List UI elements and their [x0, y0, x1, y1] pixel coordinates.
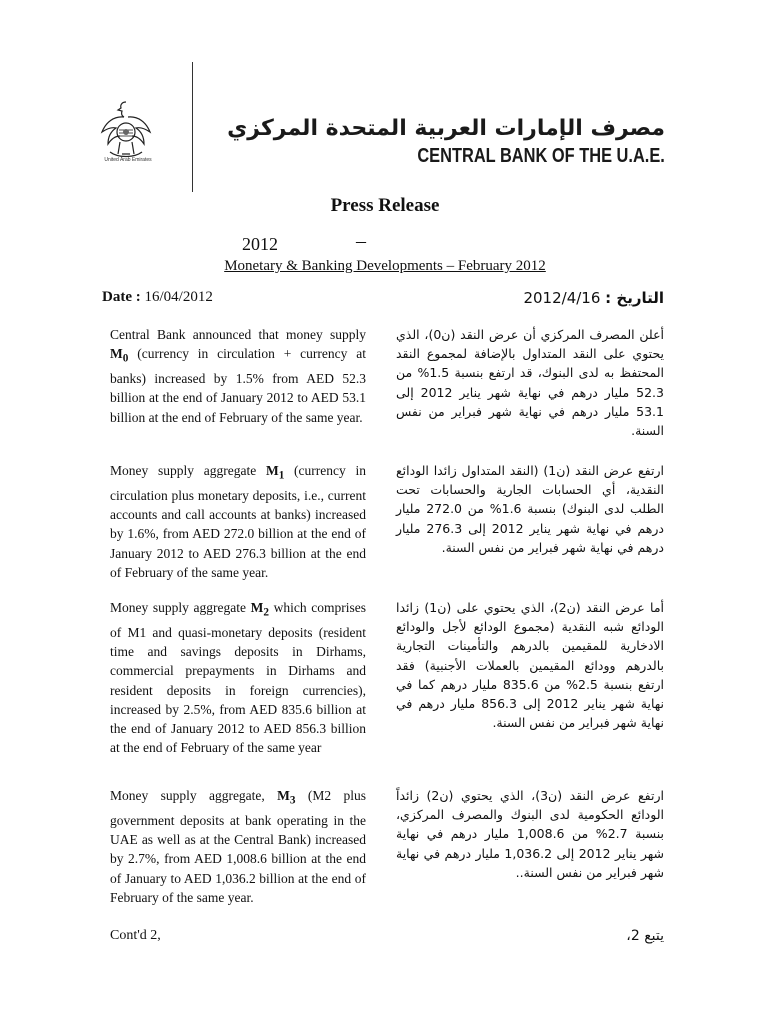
paragraph-m2-arabic: أما عرض النقد (ن2)، الذي يحتوي على (ن1) زائدا الودائع شبه النقدية (مجموع الودائع لأجل والودائع الادخارية للمقيمين بالدرهم والتأمينات التجارية بالدرهم وودائع المقيمين بالعملات الأجنبية) فقد ارتفع بنسبة 2.5% من 835.6 مليار درهم كما في نهاية شهر يناير 2012 إلى 856.3 مليار درهم في نهاية شهر فبراير من نفس السنة. [396, 600, 665, 731]
paragraph-m1-english: Money supply aggregate $M_1$ (currency in circulation plus monetary deposits, i.e., current accounts and call accounts at banks) increased by 1.6%, from AED 272.0 billion at the end of January 2012 to AED 276.3 billion at the end of February of the same year. [110, 463, 367, 580]
continued-note-arabic: يتبع 2، [626, 928, 664, 944]
date-value-arabic: 2012/4/16 [523, 289, 601, 307]
continued-note: Cont'd 2, [110, 928, 161, 943]
paragraph-m0-arabic: أعلن المصرف المركزي أن عرض النقد (ن0)، الذي يحتوي على النقد المتداول بالإضافة لمجموع النقد المحتفظ به لدى البنوك، قد ارتفع بنسبة 1.5% من 52.3 مليار درهم في نهاية شهر يناير 2012 إلى 53.1 مليار درهم في نهاية شهر فبراير من نفس السنة. [396, 327, 665, 439]
subtitle: Monetary & Banking Developments – February 2012 [224, 258, 546, 274]
date-arabic [523, 289, 664, 307]
uae-emblem-icon [96, 96, 156, 166]
bank-name-english: CENTRAL BANK OF THE U.A.E. [417, 145, 665, 167]
paragraph-m2-english: Money supply aggregate $M_2$ which comprises of M1 and quasi-monetary deposits (resident time and savings deposits in Dirhams, commercial prepayments in Dirhams and resident deposits in foreign currencies), increased by 2.5%, from AED 835.6 billion at the end of January 2012 to AED 856.3 billion at the end of February of the same year [110, 600, 366, 756]
date-label: Date : [102, 289, 141, 305]
date-label-arabic: التاريخ : [605, 289, 664, 307]
paragraph-m0-english: Central Bank announced that money supply $M_0$ (currency in circulation + currency at banks) increased by 1.5% from AED 52.3 billion at the end of January 2012 to AED 53.1 billion at the end of February of the same year. [110, 327, 366, 425]
emblem-caption: United Arab Emirates [104, 157, 152, 163]
title-dash: – [356, 230, 366, 252]
header-divider [192, 62, 193, 192]
date-value: 16/04/2012 [144, 289, 213, 305]
paragraph-m3-english: Money supply aggregate, $M_3$ (M2 plus government deposits at bank operating in the UAE as well as at the Central Bank) increased by 2.7%, from AED 1,008.6 billion at the end of January to AED 1,036.2 billion at the end of February of the same year. [110, 788, 366, 905]
date-english [102, 289, 213, 306]
bank-name-arabic: مصرف الإمارات العربية المتحدة المركزي [227, 116, 665, 141]
paragraph-m1-arabic: ارتفع عرض النقد (ن1) (النقد المتداول زائدا الودائع النقدية، أي الحسابات الجارية والحسابات تحت الطلب لدى البنوك) بنسبة 1.6% من 272.0 مليار درهم في نهاية شهر يناير 2012 إلى 276.3 مليار درهم في نهاية شهر فبراير من نفس السنة. [396, 463, 664, 555]
page-title: Press Release [330, 195, 440, 216]
paragraph-m3-arabic: ارتفع عرض النقد (ن3)، الذي يحتوي (ن2) زائداً الودائع الحكومية لدى البنوك والمصرف المركزي، بنسبة 2.7% من 1,008.6 مليار درهم في نهاية شهر يناير 2012 إلى 1,036.2 مليار درهم في نهاية شهر فبراير من نفس السنة.. [396, 788, 664, 880]
title-year: 2012 [242, 234, 278, 254]
